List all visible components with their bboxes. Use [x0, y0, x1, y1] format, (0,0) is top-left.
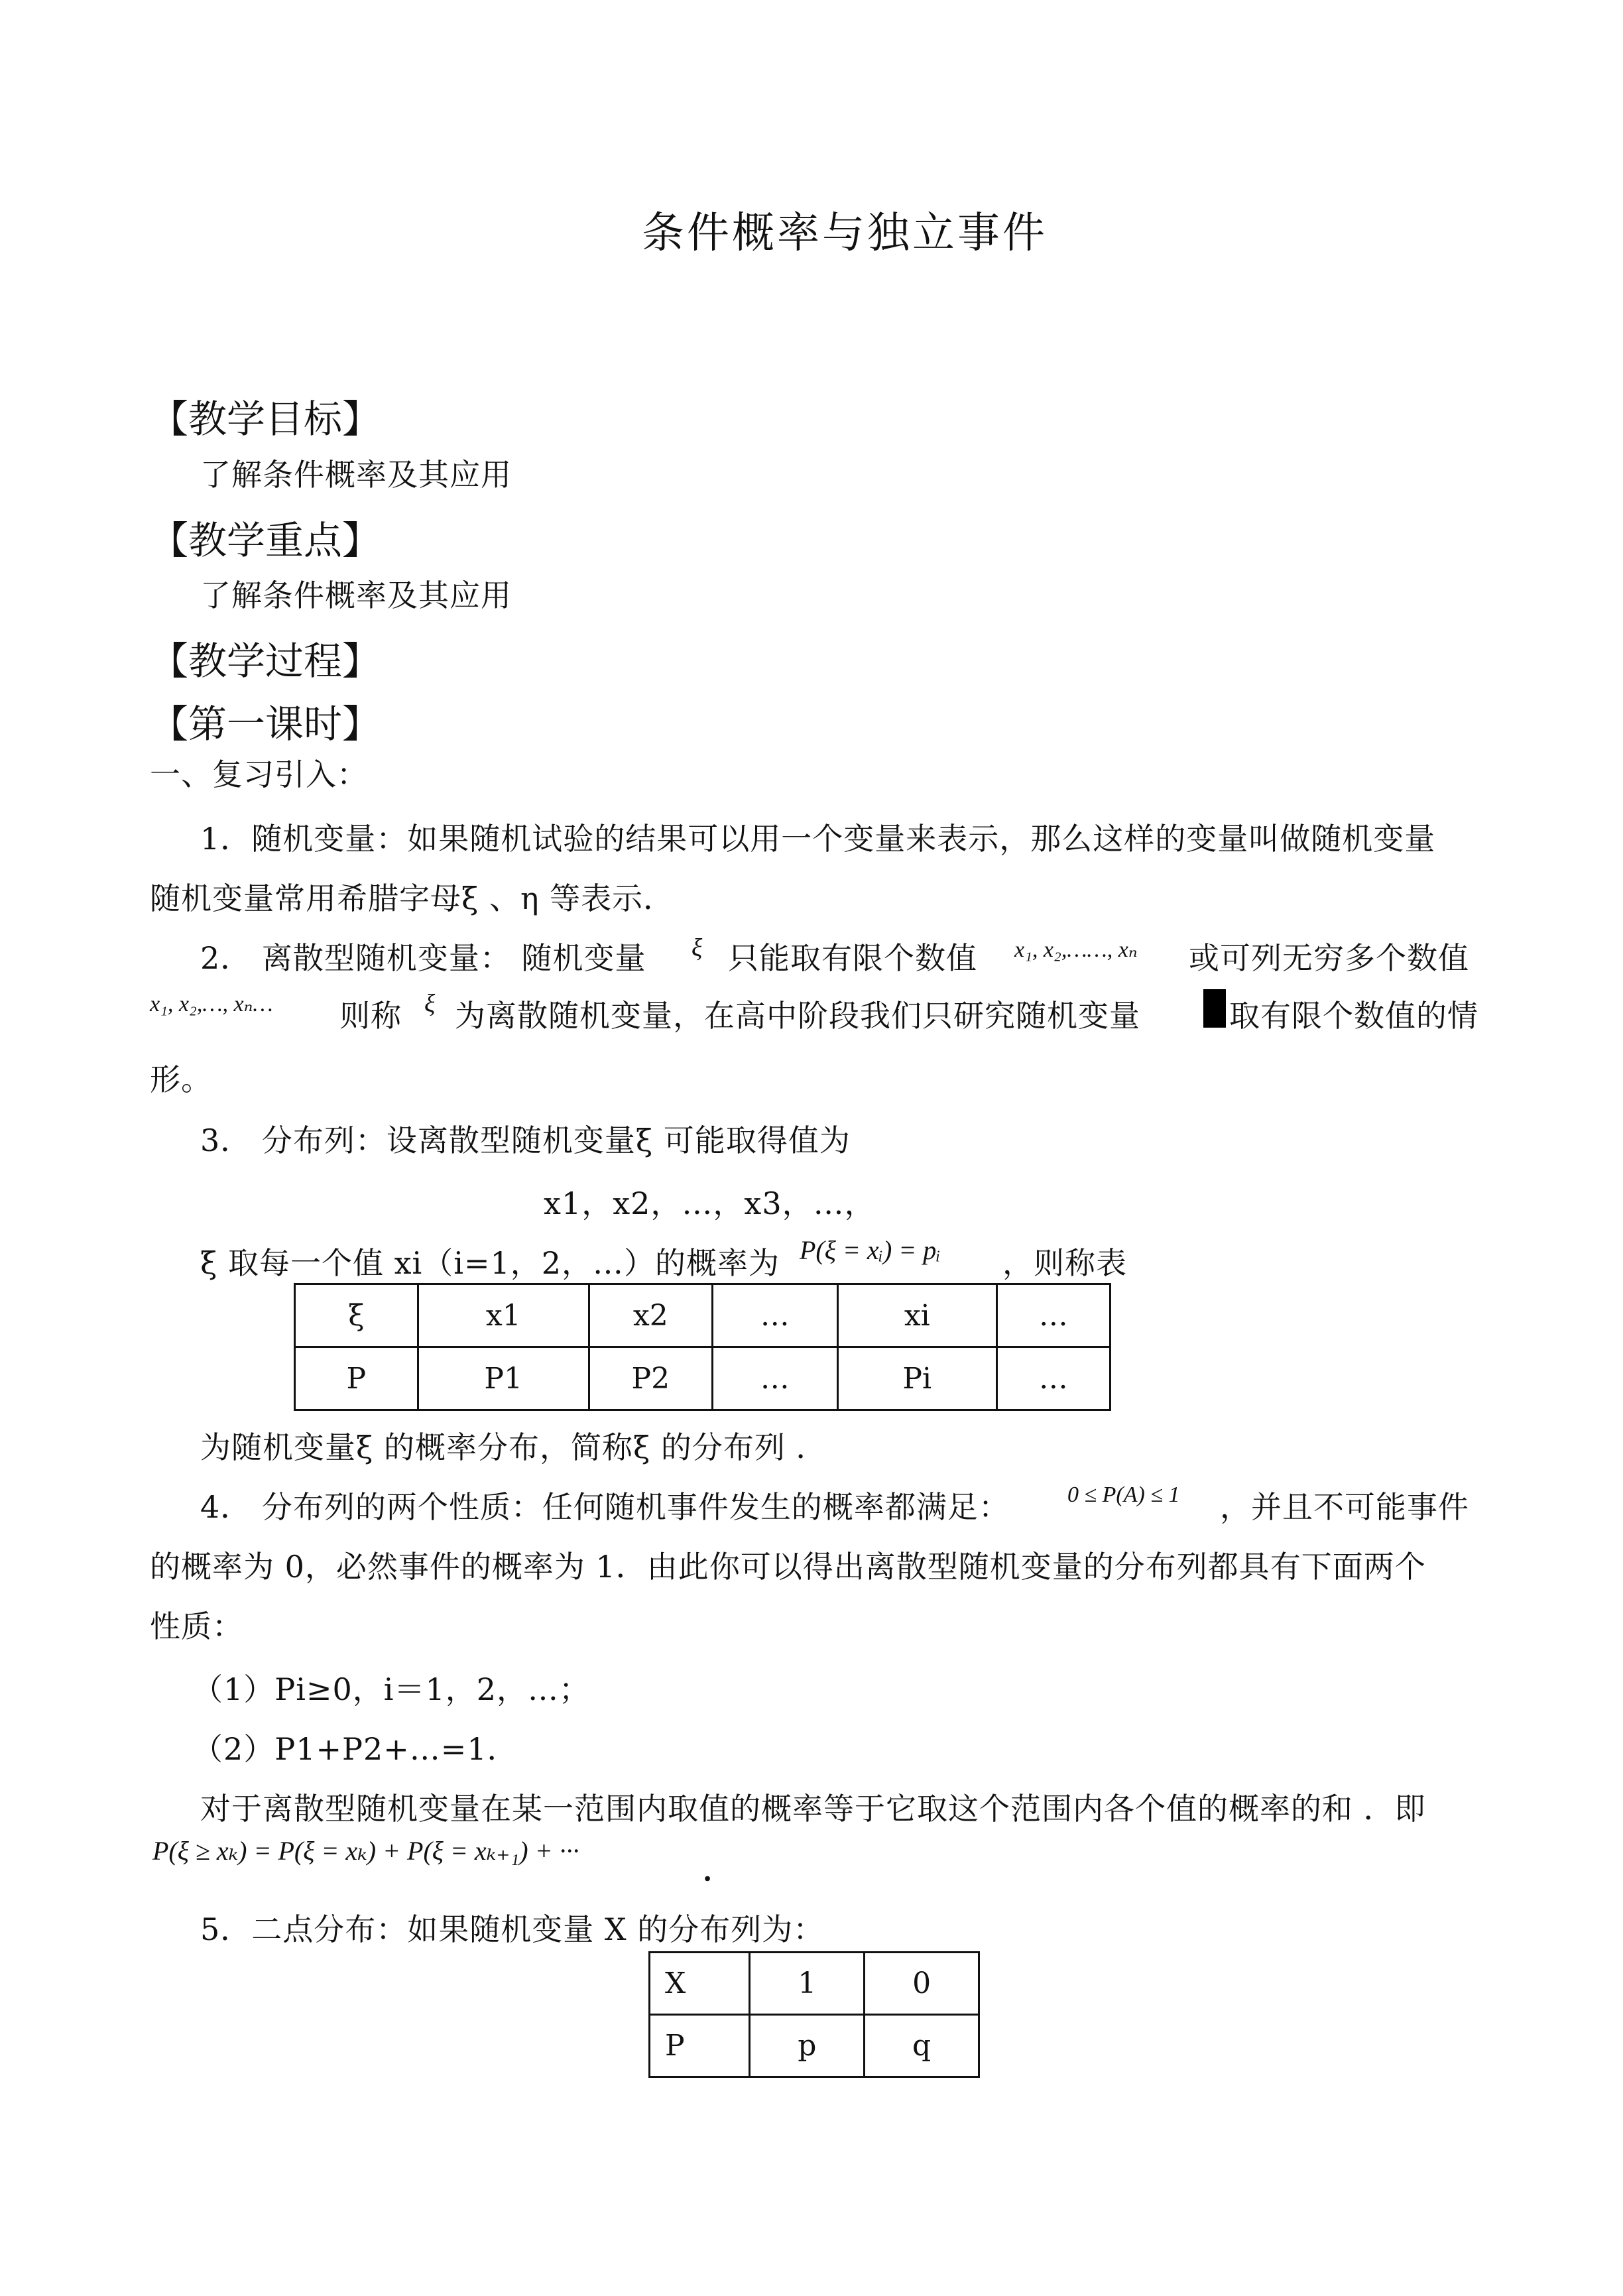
objective-text: 了解条件概率及其应用 — [200, 457, 512, 493]
p3-line3-b: ，则称表 — [1002, 1245, 1127, 1281]
p4-period: ． — [703, 1852, 734, 1888]
p2-line1-a: 2． 离散型随机变量： 随机变量 — [200, 940, 646, 976]
table-cell: p — [750, 2015, 865, 2077]
p3-values: x1，x2，…，x3，…， — [544, 1185, 876, 1221]
table-cell: P — [295, 1347, 418, 1410]
p4-inequality: 0 ≤ P(A) ≤ 1 — [1067, 1482, 1180, 1507]
table-cell: … — [996, 1347, 1110, 1410]
distribution-row-probabilities — [295, 1347, 1111, 1410]
table-cell: 0 — [865, 1953, 979, 2015]
p3-prob-formula: P(ξ = xᵢ) = pᵢ — [800, 1235, 941, 1265]
p2-values-infinite: x₁, x₂,…, xₙ… — [150, 992, 273, 1016]
heading-process: 【教学过程】 — [150, 638, 381, 684]
p4-line3: 性质： — [150, 1608, 243, 1644]
p4-line1-b: ，并且不可能事件 — [1220, 1489, 1469, 1525]
property-1: （1）Pi≥0，i＝1，2，…； — [192, 1671, 590, 1707]
table-cell: P1 — [418, 1347, 589, 1410]
focus-text: 了解条件概率及其应用 — [200, 577, 512, 613]
heading-focus: 【教学重点】 — [150, 518, 381, 563]
heading-lesson: 【第一课时】 — [150, 701, 381, 747]
two-point-row-probabilities — [650, 2015, 979, 2077]
page-title: 条件概率与独立事件 — [642, 209, 1048, 258]
table-cell: x1 — [418, 1284, 589, 1347]
table-cell: … — [712, 1347, 837, 1410]
p1-line2: 随机变量常用希腊字母ξ 、η 等表示． — [150, 880, 675, 916]
table-cell: Pi — [837, 1347, 996, 1410]
p2-line3: 形。 — [150, 1061, 212, 1097]
table-cell: P2 — [589, 1347, 712, 1410]
table-cell: ξ — [295, 1284, 418, 1347]
table-cell: X — [650, 1953, 750, 2015]
property-2: （2）P1+P2+…=1． — [192, 1731, 518, 1767]
table-cell: … — [996, 1284, 1110, 1347]
p3-after-table: 为随机变量ξ 的概率分布，简称ξ 的分布列 ． — [200, 1429, 827, 1465]
table-cell: … — [712, 1284, 837, 1347]
redacted-symbol — [1203, 989, 1226, 1028]
table-cell: q — [865, 2015, 979, 2077]
table-cell: xi — [837, 1284, 996, 1347]
p2-line1-c: 或可列无穷多个数值 — [1189, 940, 1469, 976]
p4-range-formula: P(ξ ≥ xₖ) = P(ξ = xₖ) + P(ξ = xₖ₊₁) + ··· — [152, 1836, 579, 1866]
p2-xi-symbol-2: ξ — [424, 990, 436, 1018]
table-cell: P — [650, 2015, 750, 2077]
table-cell: 1 — [750, 1953, 865, 2015]
p5-line1: 5．二点分布：如果随机变量 X 的分布列为： — [200, 1911, 825, 1947]
distribution-table — [294, 1283, 1111, 1411]
p2-line2-a: 则称 — [339, 998, 402, 1034]
distribution-row-values — [295, 1284, 1111, 1347]
two-point-table — [648, 1951, 980, 2078]
two-point-row-values — [650, 1953, 979, 2015]
p1-line1: 1．随机变量：如果随机试验的结果可以用一个变量来表示，那么这样的变量叫做随机变量 — [200, 821, 1436, 857]
p2-xi-symbol: ξ — [691, 934, 703, 962]
p2-line2-b: 为离散随机变量，在高中阶段我们只研究随机变量 — [455, 998, 1140, 1034]
p4-line1-a: 4． 分布列的两个性质：任何随机事件发生的概率都满足： — [200, 1489, 1010, 1525]
p3-line1: 3． 分布列：设离散型随机变量ξ 可能取得值为 — [200, 1122, 851, 1158]
p2-line2-c: 取有限个数值的情 — [1229, 998, 1478, 1034]
table-cell: x2 — [589, 1284, 712, 1347]
p4-line4: 对于离散型随机变量在某一范围内取值的概率等于它取这个范围内各个值的概率的和 ．即 — [200, 1791, 1426, 1827]
review-heading: 一、复习引入： — [150, 756, 368, 792]
p2-values-finite: x₁, x₂,……, xₙ — [1014, 937, 1138, 962]
p3-line3-a: ξ 取每一个值 xi（i=1，2，…）的概率为 — [200, 1245, 780, 1281]
p2-line1-b: 只能取有限个数值 — [728, 940, 977, 976]
heading-objective: 【教学目标】 — [150, 396, 381, 442]
p4-line2: 的概率为 0，必然事件的概率为 1．由此你可以得出离散型随机变量的分布列都具有下面两个 — [150, 1549, 1426, 1585]
